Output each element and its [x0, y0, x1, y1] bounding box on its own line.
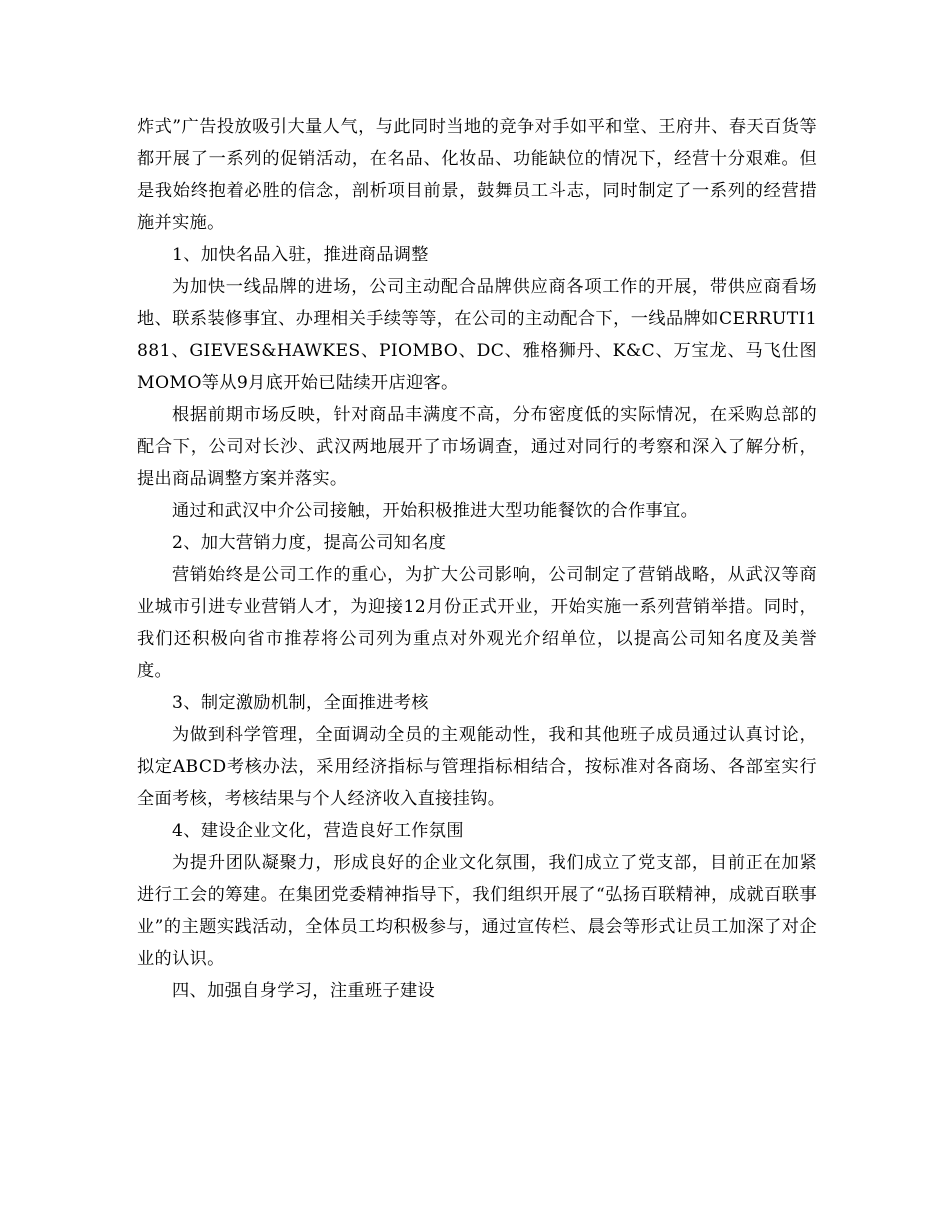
document-body: [137, 111, 817, 1007]
section-heading-1: 1、加快名品入驻，推进商品调整: [172, 245, 429, 265]
paragraph-assessment: 为做到科学管理，全面调动全员的主观能动性，我和其他班子成员通过认真讨论，拟定ABCD考核办法，采用经济指标与管理指标相结合，按标准对各商场、各部室实行全面考核，考核结果与个人经济收入直接挂钩。: [137, 725, 817, 809]
paragraph-brand-entry: 为加快一线品牌的进场，公司主动配合品牌供应商各项工作的开展，带供应商看场地、联系装修事宜、办理相关手续等等，在公司的主动配合下，一线品牌如CERRUTI1881、GIEVES&HAWKES、PIOMBO、DC、雅格狮丹、K&C、万宝龙、马飞仕图MOMO等从9月底开始已陆续开店迎客。: [137, 277, 817, 393]
section-heading-four-cn: 四、加强自身学习，注重班子建设: [172, 981, 436, 1001]
paragraph-continuation: 炸式”广告投放吸引大量人气，与此同时当地的竞争对手如平和堂、王府井、春天百货等都开展了一系列的促销活动，在名品、化妆品、功能缺位的情况下，经营十分艰难。但是我始终抱着必胜的信念，剖析项目前景，鼓舞员工斗志，同时制定了一系列的经营措施并实施。: [137, 117, 817, 233]
paragraph-market-research: 根据前期市场反映，针对商品丰满度不高，分布密度低的实际情况，在采购总部的配合下，公司对长沙、武汉两地展开了市场调查，通过对同行的考察和深入了解分析，提出商品调整方案并落实。: [137, 405, 817, 489]
section-heading-4: 4、建设企业文化，营造良好工作氛围: [172, 821, 464, 841]
section-heading-2: 2、加大营销力度，提高公司知名度: [172, 533, 447, 553]
paragraph-marketing: 营销始终是公司工作的重心，为扩大公司影响，公司制定了营销战略，从武汉等商业城市引进专业营销人才，为迎接12月份正式开业，开始实施一系列营销举措。同时，我们还积极向省市推荐将公司列为重点对外观光介绍单位，以提高公司知名度及美誉度。: [137, 565, 817, 681]
paragraph-dining-cooperation: 通过和武汉中介公司接触，开始积极推进大型功能餐饮的合作事宜。: [172, 501, 699, 521]
paragraph-corporate-culture: 为提升团队凝聚力，形成良好的企业文化氛围，我们成立了党支部，目前正在加紧进行工会的筹建。在集团党委精神指导下，我们组织开展了“弘扬百联精神，成就百联事业”的主题实践活动，全体员工均积极参与，通过宣传栏、晨会等形式让员工加深了对企业的认识。: [137, 853, 817, 969]
section-heading-3: 3、制定激励机制，全面推进考核: [172, 693, 429, 713]
